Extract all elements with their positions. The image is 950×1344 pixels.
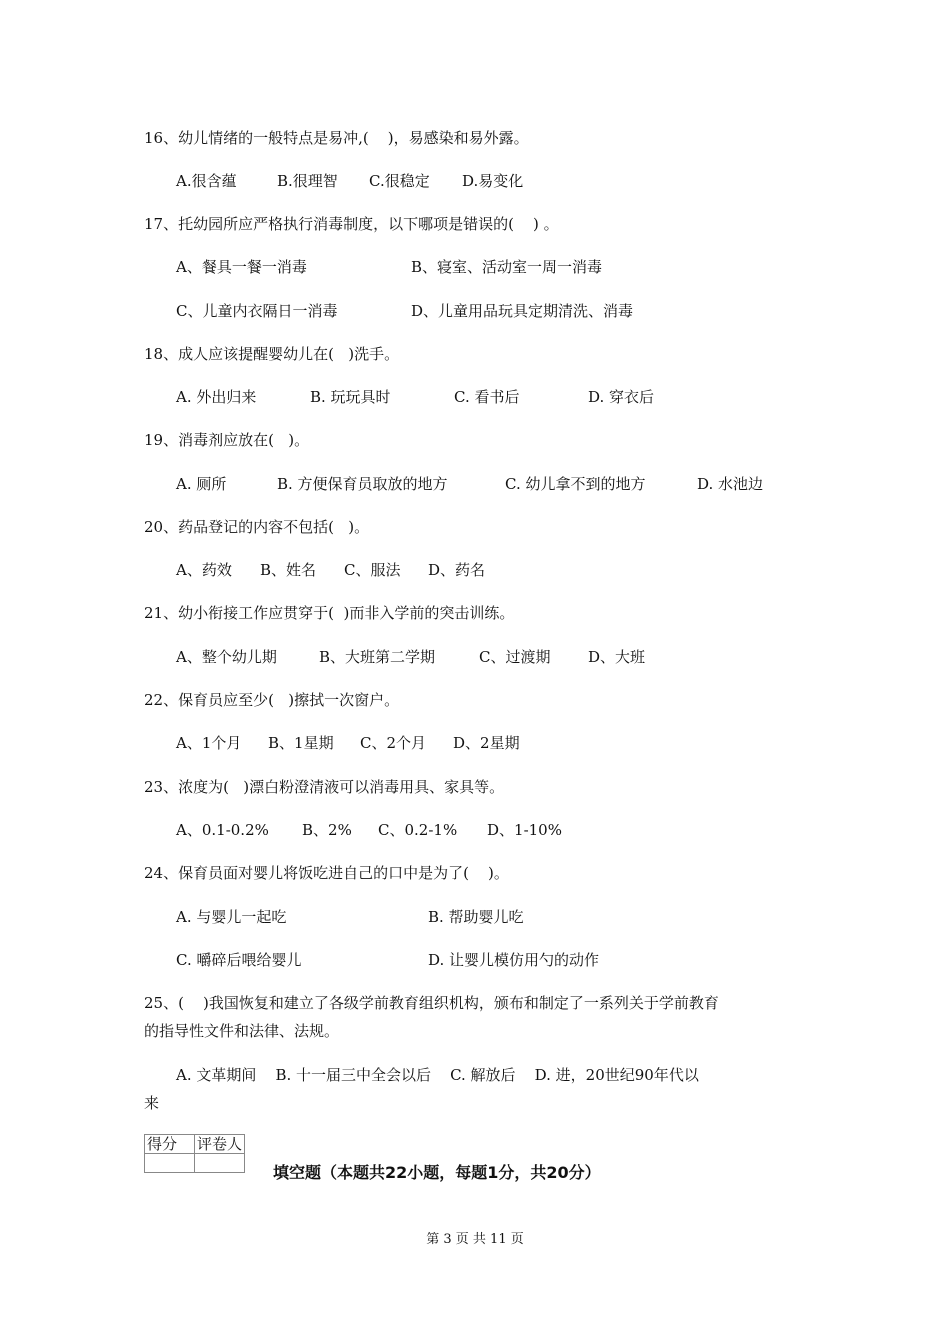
question-18-stem: 18、成人应该提醒婴幼儿在( )洗手。 [144,345,400,363]
question-18-option-a: A. 外出归来 [176,388,257,406]
question-16-stem: 16、幼儿情绪的一般特点是易冲,( )，易感染和易外露。 [144,129,529,147]
question-17-stem: 17、托幼园所应严格执行消毒制度，以下哪项是错误的( ) 。 [144,215,559,233]
question-21-option-a: A、整个幼儿期 [176,648,277,666]
question-24-stem: 24、保育员面对婴儿将饭吃进自己的口中是为了( )。 [144,864,509,882]
question-18-option-b: B. 玩玩具时 [310,388,391,406]
question-24-option-a: A. 与婴儿一起吃 [176,908,287,926]
question-20-option-c: C、服法 [344,561,401,579]
question-16-option-a: A.很含蕴 [176,172,237,190]
question-17-option-b: B、寝室、活动室一周一消毒 [411,258,603,276]
question-17-option-d: D、儿童用品玩具定期清洗、消毒 [411,302,634,320]
question-20-stem: 20、药品登记的内容不包括( )。 [144,518,370,536]
question-19-option-c: C. 幼儿拿不到的地方 [505,475,646,493]
score-label: 得分 [145,1135,195,1154]
question-23-option-d: D、1-10% [487,821,562,839]
question-23-option-a: A、0.1-0.2% [176,821,269,839]
question-20-option-a: A、药效 [176,561,232,579]
question-24-option-b: B. 帮助婴儿吃 [428,908,524,926]
question-21-stem: 21、幼小衔接工作应贯穿于( )而非入学前的突击训练。 [144,604,515,622]
grader-cell [195,1154,245,1173]
question-23-option-c: C、0.2-1% [378,821,458,839]
question-25-options-line1: A. 文革期间 B. 十一届三中全会以后 C. 解放后 D. 进，20世纪90年代以 [176,1066,699,1084]
question-23-option-b: B、2% [302,821,352,839]
question-18-option-c: C. 看书后 [454,388,520,406]
question-24-option-c: C. 嚼碎后喂给婴儿 [176,951,302,969]
question-25-options-line2: 来 [144,1094,160,1112]
question-17-option-c: C、儿童内衣隔日一消毒 [176,302,338,320]
question-19-option-d: D. 水池边 [697,475,764,493]
score-cell [145,1154,195,1173]
question-19-option-b: B. 方便保育员取放的地方 [277,475,448,493]
page-footer: 第 3 页 共 11 页 [426,1232,524,1247]
question-22-option-c: C、2个月 [360,734,427,752]
question-22-stem: 22、保育员应至少( )擦拭一次窗户。 [144,691,400,709]
question-25-stem-line1: 25、( )我国恢复和建立了各级学前教育组织机构，颁布和制定了一系列关于学前教育 [144,994,719,1012]
question-23-stem: 23、浓度为( )漂白粉澄清液可以消毒用具、家具等。 [144,778,505,796]
question-22-option-d: D、2星期 [453,734,520,752]
question-16-option-c: C.很稳定 [369,172,430,190]
question-24-option-d: D. 让婴儿模仿用勺的动作 [428,951,600,969]
question-21-option-c: C、过渡期 [479,648,551,666]
question-18-option-d: D. 穿衣后 [588,388,655,406]
question-21-option-b: B、大班第二学期 [319,648,436,666]
question-20-option-d: D、药名 [428,561,486,579]
question-22-option-a: A、1个月 [176,734,242,752]
question-19-option-a: A. 厕所 [176,475,227,493]
question-20-option-b: B、姓名 [260,561,317,579]
score-table [144,1134,245,1173]
question-19-stem: 19、消毒剂应放在( )。 [144,431,310,449]
question-21-option-d: D、大班 [588,648,646,666]
question-25-stem-line2: 的指导性文件和法律、法规。 [144,1022,340,1040]
question-17-option-a: A、餐具一餐一消毒 [176,258,307,276]
question-22-option-b: B、1星期 [268,734,334,752]
question-16-option-b: B.很理智 [277,172,338,190]
grader-label: 评卷人 [195,1135,245,1154]
section-title: 填空题（本题共22小题，每题1分，共20分） [273,1163,601,1182]
question-16-option-d: D.易变化 [462,172,524,190]
